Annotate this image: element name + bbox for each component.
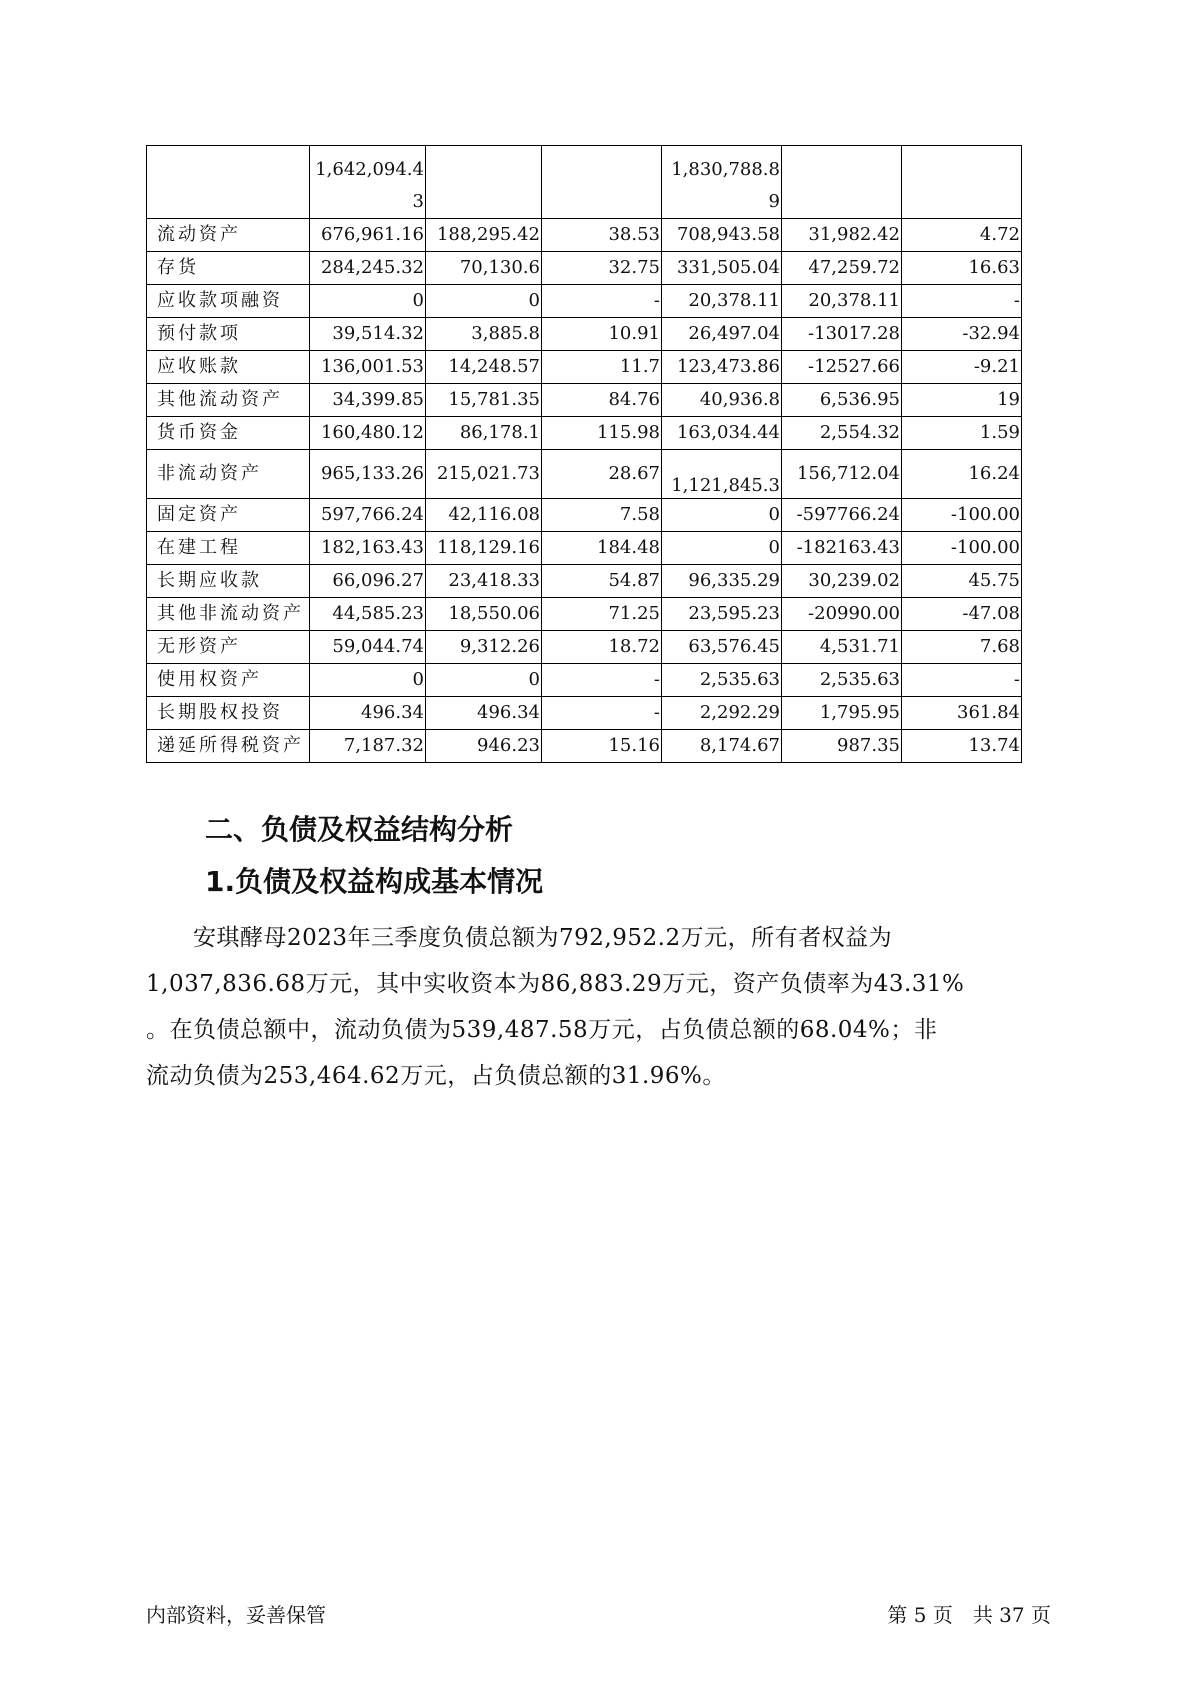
value-cell: 0 — [662, 499, 782, 532]
table-row — [147, 532, 1022, 565]
value-cell: 1,121,845.3 — [662, 450, 782, 499]
value-cell: 0 — [426, 664, 542, 697]
value-cell — [902, 146, 1022, 219]
value-cell: 23,595.23 — [662, 598, 782, 631]
value-cell: 84.76 — [542, 384, 662, 417]
row-label-cell: 其他非流动资产 — [147, 598, 310, 631]
value-cell: 20,378.11 — [662, 285, 782, 318]
paragraph-line: 流动负债为253,464.62万元，占负债总额的31.96%。 — [146, 1063, 726, 1089]
value-cell: 59,044.74 — [310, 631, 426, 664]
row-label-cell: 递延所得税资产 — [147, 730, 310, 763]
row-label-cell: 其他流动资产 — [147, 384, 310, 417]
value-cell: 987.35 — [782, 730, 902, 763]
value-cell: 361.84 — [902, 697, 1022, 730]
table-row — [147, 351, 1022, 384]
value-cell: - — [902, 664, 1022, 697]
value-cell: 0 — [662, 532, 782, 565]
value-cell: -13017.28 — [782, 318, 902, 351]
value-cell: -47.08 — [902, 598, 1022, 631]
paragraph-line: 安琪酵母2023年三季度负债总额为792,952.2万元，所有者权益为 — [146, 925, 893, 951]
row-label-cell: 在建工程 — [147, 532, 310, 565]
row-label-cell: 固定资产 — [147, 499, 310, 532]
value-cell: 23,418.33 — [426, 565, 542, 598]
value-cell: 71.25 — [542, 598, 662, 631]
value-cell: 496.34 — [426, 697, 542, 730]
value-cell: 10.91 — [542, 318, 662, 351]
table-row — [147, 285, 1022, 318]
value-cell: 708,943.58 — [662, 219, 782, 252]
row-label-cell: 货币资金 — [147, 417, 310, 450]
value-cell: -100.00 — [902, 499, 1022, 532]
row-label-cell: 应收款项融资 — [147, 285, 310, 318]
row-label-cell: 应收账款 — [147, 351, 310, 384]
value-cell: 2,292.29 — [662, 697, 782, 730]
row-label-cell: 流动资产 — [147, 219, 310, 252]
value-cell: -12527.66 — [782, 351, 902, 384]
value-cell — [542, 146, 662, 219]
body-paragraph — [146, 915, 1051, 1099]
row-label-cell: 长期应收款 — [147, 565, 310, 598]
value-cell: 136,001.53 — [310, 351, 426, 384]
value-cell: 8,174.67 — [662, 730, 782, 763]
value-cell: 4,531.71 — [782, 631, 902, 664]
value-cell: - — [902, 285, 1022, 318]
value-cell — [310, 146, 426, 219]
row-label-cell: 预付款项 — [147, 318, 310, 351]
value-cell: 13.74 — [902, 730, 1022, 763]
value-cell: 31,982.42 — [782, 219, 902, 252]
value-cell: 215,021.73 — [426, 450, 542, 499]
value-cell: 47,259.72 — [782, 252, 902, 285]
value-cell: -20990.00 — [782, 598, 902, 631]
value-cell: 44,585.23 — [310, 598, 426, 631]
paragraph-line: 1,037,836.68万元，其中实收资本为86,883.29万元，资产负债率为43.31% — [146, 971, 965, 997]
value-cell: 30,239.02 — [782, 565, 902, 598]
value-text: 1,642,094.43 — [315, 159, 424, 212]
row-label-cell: 使用权资产 — [147, 664, 310, 697]
value-cell: 38.53 — [542, 219, 662, 252]
value-cell: 946.23 — [426, 730, 542, 763]
value-cell: 163,034.44 — [662, 417, 782, 450]
value-cell — [662, 146, 782, 219]
value-cell: 188,295.42 — [426, 219, 542, 252]
value-cell: 331,505.04 — [662, 252, 782, 285]
value-cell: 16.63 — [902, 252, 1022, 285]
value-cell: 0 — [426, 285, 542, 318]
section-heading: 二、负债及权益结构分析 — [205, 813, 514, 846]
value-cell: 156,712.04 — [782, 450, 902, 499]
value-cell: 3,885.8 — [426, 318, 542, 351]
table-row — [147, 252, 1022, 285]
value-cell: 9,312.26 — [426, 631, 542, 664]
value-cell: 42,116.08 — [426, 499, 542, 532]
value-cell: 32.75 — [542, 252, 662, 285]
row-label-cell: 长期股权投资 — [147, 697, 310, 730]
value-cell: 40,936.8 — [662, 384, 782, 417]
value-cell: 182,163.43 — [310, 532, 426, 565]
value-cell: 63,576.45 — [662, 631, 782, 664]
value-cell: 66,096.27 — [310, 565, 426, 598]
value-cell: 11.7 — [542, 351, 662, 384]
value-cell: 115.98 — [542, 417, 662, 450]
value-cell: 26,497.04 — [662, 318, 782, 351]
value-cell: 597,766.24 — [310, 499, 426, 532]
asset-structure-table — [146, 145, 1022, 763]
value-cell: 2,535.63 — [662, 664, 782, 697]
footer-page-number: 第 5 页 共 37 页 — [887, 1603, 1051, 1627]
table-row — [147, 384, 1022, 417]
value-cell: 496.34 — [310, 697, 426, 730]
row-label-cell: 无形资产 — [147, 631, 310, 664]
value-cell: 18.72 — [542, 631, 662, 664]
value-cell: 45.75 — [902, 565, 1022, 598]
table-row — [147, 450, 1022, 499]
value-cell: 2,535.63 — [782, 664, 902, 697]
value-cell: 284,245.32 — [310, 252, 426, 285]
value-cell: 70,130.6 — [426, 252, 542, 285]
value-cell: -597766.24 — [782, 499, 902, 532]
value-cell: 86,178.1 — [426, 417, 542, 450]
value-cell: 0 — [310, 285, 426, 318]
table-row — [147, 318, 1022, 351]
value-text: 1,830,788.89 — [671, 159, 780, 212]
value-cell: 7.58 — [542, 499, 662, 532]
value-cell: 1,795.95 — [782, 697, 902, 730]
subsection-heading: 1.负债及权益构成基本情况 — [205, 865, 544, 898]
value-cell: 160,480.12 — [310, 417, 426, 450]
value-cell: 15.16 — [542, 730, 662, 763]
table-row — [147, 417, 1022, 450]
value-cell: 118,129.16 — [426, 532, 542, 565]
value-cell: 4.72 — [902, 219, 1022, 252]
value-cell: 96,335.29 — [662, 565, 782, 598]
table-row — [147, 730, 1022, 763]
value-cell: -182163.43 — [782, 532, 902, 565]
value-cell: 39,514.32 — [310, 318, 426, 351]
value-cell: 14,248.57 — [426, 351, 542, 384]
value-cell: 7,187.32 — [310, 730, 426, 763]
value-cell: 16.24 — [902, 450, 1022, 499]
value-cell: 965,133.26 — [310, 450, 426, 499]
value-cell: 18,550.06 — [426, 598, 542, 631]
value-cell — [782, 146, 902, 219]
value-cell: 676,961.16 — [310, 219, 426, 252]
table-row — [147, 219, 1022, 252]
value-cell: 54.87 — [542, 565, 662, 598]
value-cell: 0 — [310, 664, 426, 697]
table-row — [147, 697, 1022, 730]
table-row — [147, 631, 1022, 664]
value-cell: -100.00 — [902, 532, 1022, 565]
value-cell: 28.67 — [542, 450, 662, 499]
row-label-cell: 存货 — [147, 252, 310, 285]
table-row — [147, 664, 1022, 697]
value-cell: 7.68 — [902, 631, 1022, 664]
value-cell: -9.21 — [902, 351, 1022, 384]
value-cell: 1.59 — [902, 417, 1022, 450]
row-label-cell: 非流动资产 — [147, 450, 310, 499]
row-label-cell — [147, 146, 310, 219]
value-cell: - — [542, 285, 662, 318]
value-cell: - — [542, 697, 662, 730]
value-cell: - — [542, 664, 662, 697]
table-row — [147, 146, 1022, 219]
value-cell: 123,473.86 — [662, 351, 782, 384]
value-cell: 6,536.95 — [782, 384, 902, 417]
value-cell — [426, 146, 542, 219]
value-cell: 19 — [902, 384, 1022, 417]
footer-confidential-note: 内部资料，妥善保管 — [146, 1603, 326, 1627]
table-row — [147, 598, 1022, 631]
value-cell: 20,378.11 — [782, 285, 902, 318]
value-cell: 2,554.32 — [782, 417, 902, 450]
value-cell: 15,781.35 — [426, 384, 542, 417]
paragraph-line: 。在负债总额中，流动负债为539,487.58万元，占负债总额的68.04%；非 — [146, 1017, 938, 1043]
value-cell: 34,399.85 — [310, 384, 426, 417]
table-row — [147, 499, 1022, 532]
value-cell: -32.94 — [902, 318, 1022, 351]
table-row — [147, 565, 1022, 598]
value-cell: 184.48 — [542, 532, 662, 565]
